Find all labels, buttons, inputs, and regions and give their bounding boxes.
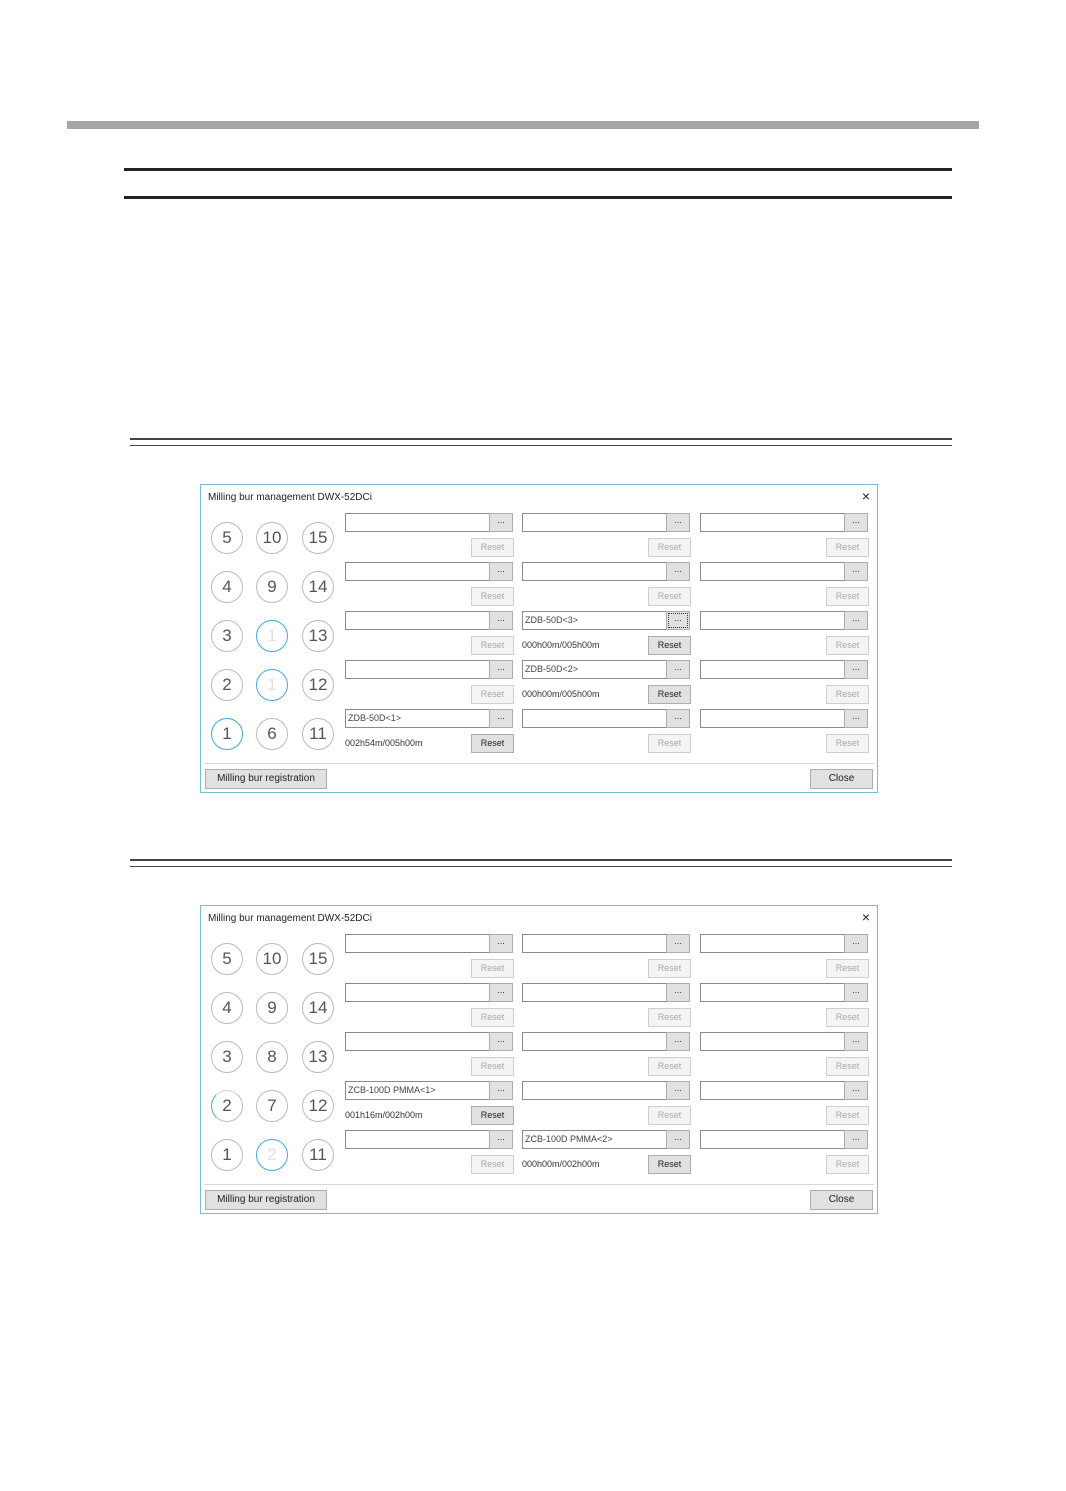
reset-button[interactable]: Reset [471, 734, 514, 753]
browse-button[interactable]: ... [666, 1081, 690, 1100]
bur-slot-indicator[interactable]: 10 [256, 522, 288, 554]
usage-time-label: 000h00m/005h00m [522, 689, 600, 699]
bur-slot-indicator[interactable]: 11 [302, 718, 334, 750]
bur-slot-indicator[interactable]: 1 [211, 718, 243, 750]
figure-rule-2 [130, 859, 952, 867]
browse-button[interactable]: ... [666, 611, 690, 630]
reset-button[interactable]: Reset [826, 1008, 869, 1027]
browse-button[interactable]: ... [844, 660, 868, 679]
bur-name-field[interactable] [700, 562, 845, 581]
bur-slot-indicator[interactable]: 8 [256, 1041, 288, 1073]
reset-button[interactable]: Reset [826, 636, 869, 655]
reset-button[interactable]: Reset [471, 1008, 514, 1027]
bur-name-field[interactable] [345, 513, 490, 532]
reset-button[interactable]: Reset [648, 1057, 691, 1076]
bur-slot-indicator[interactable]: 15 [302, 943, 334, 975]
bur-slot-indicator[interactable]: 4 [211, 992, 243, 1024]
reset-button[interactable]: Reset [471, 1106, 514, 1125]
dialog-title: Milling bur management DWX-52DCi [208, 492, 372, 503]
reset-button[interactable]: Reset [826, 1106, 869, 1125]
reset-button[interactable]: Reset [648, 587, 691, 606]
reset-button[interactable]: Reset [826, 959, 869, 978]
bur-slot-indicator[interactable]: 15 [302, 522, 334, 554]
reset-button[interactable]: Reset [471, 636, 514, 655]
usage-time-label: 000h00m/005h00m [522, 640, 600, 650]
browse-button[interactable]: ... [844, 934, 868, 953]
bur-slot-indicator[interactable]: 6 [256, 718, 288, 750]
bur-name-field[interactable] [522, 1081, 667, 1100]
bur-slot-indicator[interactable]: 1 [256, 669, 288, 701]
usage-time-label: 000h00m/002h00m [522, 1159, 600, 1169]
browse-button[interactable]: ... [666, 1032, 690, 1051]
browse-button[interactable]: ... [489, 660, 513, 679]
bur-name-field[interactable] [700, 1032, 845, 1051]
bur-name-field[interactable]: ZDB-50D<1> [345, 709, 490, 728]
bur-name-field[interactable] [700, 709, 845, 728]
bur-slot-indicator[interactable]: 10 [256, 943, 288, 975]
bur-name-field[interactable] [345, 1130, 490, 1149]
bur-slot-indicator[interactable]: 5 [211, 943, 243, 975]
section-rule-top [124, 168, 952, 171]
browse-button[interactable]: ... [844, 983, 868, 1002]
browse-button[interactable]: ... [489, 983, 513, 1002]
browse-button[interactable]: ... [489, 934, 513, 953]
close-icon[interactable]: × [861, 909, 870, 925]
reset-button[interactable]: Reset [826, 685, 869, 704]
bur-slot-indicator[interactable]: 14 [302, 992, 334, 1024]
reset-button[interactable]: Reset [648, 636, 691, 655]
browse-button[interactable]: ... [489, 1130, 513, 1149]
reset-button[interactable]: Reset [826, 1057, 869, 1076]
reset-button[interactable]: Reset [648, 1106, 691, 1125]
bur-name-field[interactable] [522, 513, 667, 532]
browse-button[interactable]: ... [844, 562, 868, 581]
reset-button[interactable]: Reset [648, 1155, 691, 1174]
footer-divider [204, 1184, 874, 1185]
bur-name-field[interactable]: ZCB-100D PMMA<2> [522, 1130, 667, 1149]
bur-slot-indicator[interactable]: 13 [302, 1041, 334, 1073]
browse-button[interactable]: ... [844, 1130, 868, 1149]
bur-name-field[interactable] [700, 983, 845, 1002]
reset-button[interactable]: Reset [826, 1155, 869, 1174]
browse-button[interactable]: ... [844, 709, 868, 728]
bur-name-field[interactable]: ZCB-100D PMMA<1> [345, 1081, 490, 1100]
bur-slot-indicator[interactable]: 7 [256, 1090, 288, 1122]
reset-button[interactable]: Reset [826, 734, 869, 753]
browse-button[interactable]: ... [666, 513, 690, 532]
bur-name-field[interactable] [345, 983, 490, 1002]
browse-button[interactable]: ... [489, 513, 513, 532]
bur-name-field[interactable] [700, 934, 845, 953]
bur-name-field[interactable] [522, 983, 667, 1002]
bur-slot-indicator[interactable]: 1 [256, 620, 288, 652]
reset-button[interactable]: Reset [471, 685, 514, 704]
browse-button[interactable]: ... [489, 562, 513, 581]
browse-button[interactable]: ... [844, 1081, 868, 1100]
bur-slot-indicator[interactable]: 12 [302, 669, 334, 701]
bur-name-field[interactable] [700, 1130, 845, 1149]
milling-bur-registration-button[interactable]: Milling bur registration [205, 1190, 327, 1210]
reset-button[interactable]: Reset [471, 538, 514, 557]
bur-name-field[interactable]: ZDB-50D<3> [522, 611, 667, 630]
reset-button[interactable]: Reset [826, 538, 869, 557]
bur-slot-indicator[interactable]: 9 [256, 992, 288, 1024]
bur-name-field[interactable]: ZDB-50D<2> [522, 660, 667, 679]
reset-button[interactable]: Reset [471, 959, 514, 978]
bur-slot-indicator[interactable]: 14 [302, 571, 334, 603]
browse-button[interactable]: ... [666, 660, 690, 679]
reset-button[interactable]: Reset [648, 1008, 691, 1027]
reset-button[interactable]: Reset [648, 959, 691, 978]
reset-button[interactable]: Reset [471, 1057, 514, 1076]
browse-button[interactable]: ... [666, 1130, 690, 1149]
browse-button[interactable]: ... [844, 513, 868, 532]
bur-name-field[interactable] [345, 611, 490, 630]
page-header-bar [67, 121, 979, 129]
browse-button[interactable]: ... [844, 1032, 868, 1051]
browse-button[interactable]: ... [489, 709, 513, 728]
bur-name-field[interactable] [345, 934, 490, 953]
milling-bur-registration-button[interactable]: Milling bur registration [205, 769, 327, 789]
usage-time-label: 002h54m/005h00m [345, 738, 423, 748]
browse-button[interactable]: ... [489, 611, 513, 630]
bur-slot-indicator[interactable]: 13 [302, 620, 334, 652]
bur-slot-indicator[interactable]: 4 [211, 571, 243, 603]
bur-name-field[interactable] [700, 1081, 845, 1100]
bur-slot-indicator[interactable]: 2 [211, 669, 243, 701]
bur-name-field[interactable] [700, 611, 845, 630]
bur-slot-indicator[interactable]: 12 [302, 1090, 334, 1122]
figure-rule-1 [130, 438, 952, 446]
bur-name-field[interactable] [522, 709, 667, 728]
milling-bur-dialog-1 [200, 484, 878, 793]
close-button[interactable]: Close [810, 1190, 873, 1210]
bur-slot-indicator[interactable]: 2 [256, 1139, 288, 1171]
close-button[interactable]: Close [810, 769, 873, 789]
bur-name-field[interactable] [700, 513, 845, 532]
reset-button[interactable]: Reset [648, 685, 691, 704]
dialog-title: Milling bur management DWX-52DCi [208, 913, 372, 924]
bur-name-field[interactable] [345, 660, 490, 679]
bur-name-field[interactable] [522, 934, 667, 953]
reset-button[interactable]: Reset [471, 1155, 514, 1174]
section-rule-bottom [124, 196, 952, 199]
browse-button[interactable]: ... [666, 983, 690, 1002]
bur-name-field[interactable] [700, 660, 845, 679]
reset-button[interactable]: Reset [826, 587, 869, 606]
usage-time-label: 001h16m/002h00m [345, 1110, 423, 1120]
reset-button[interactable]: Reset [471, 587, 514, 606]
bur-name-field[interactable] [522, 562, 667, 581]
bur-slot-indicator[interactable]: 3 [211, 1041, 243, 1073]
footer-divider [204, 763, 874, 764]
browse-button[interactable]: ... [489, 1081, 513, 1100]
bur-slot-indicator[interactable]: 1 [211, 1139, 243, 1171]
bur-slot-indicator[interactable]: 5 [211, 522, 243, 554]
reset-button[interactable]: Reset [648, 538, 691, 557]
bur-slot-indicator[interactable]: 3 [211, 620, 243, 652]
reset-button[interactable]: Reset [648, 734, 691, 753]
browse-button[interactable]: ... [666, 709, 690, 728]
bur-slot-indicator[interactable]: 2 [211, 1090, 243, 1122]
close-icon[interactable]: × [861, 488, 870, 504]
bur-name-field[interactable] [345, 1032, 490, 1051]
browse-button[interactable]: ... [666, 562, 690, 581]
browse-button[interactable]: ... [844, 611, 868, 630]
bur-slot-indicator[interactable]: 9 [256, 571, 288, 603]
browse-button[interactable]: ... [666, 934, 690, 953]
bur-name-field[interactable] [345, 562, 490, 581]
bur-name-field[interactable] [522, 1032, 667, 1051]
browse-button[interactable]: ... [489, 1032, 513, 1051]
bur-slot-indicator[interactable]: 11 [302, 1139, 334, 1171]
milling-bur-dialog-2 [200, 905, 878, 1214]
